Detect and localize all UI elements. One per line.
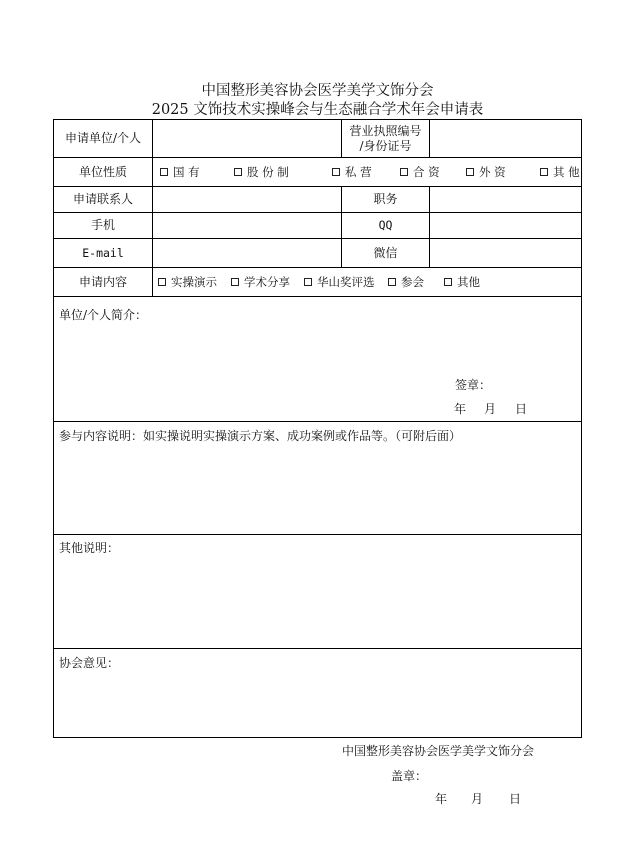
content-option-other[interactable]: 其他 <box>444 275 480 289</box>
checkbox-icon <box>444 278 452 286</box>
checkbox-icon <box>160 168 168 176</box>
checkbox-icon <box>400 168 408 176</box>
nature-option-joint-stock[interactable]: 股 份 制 <box>234 165 289 179</box>
row-divider <box>54 648 581 649</box>
footer-organization: 中国整形美容协会医学美学文饰分会 <box>342 744 535 758</box>
checkbox-icon <box>466 168 474 176</box>
checkbox-icon <box>234 168 242 176</box>
footer-date-month: 月 <box>471 792 484 806</box>
intro-date-day: 日 <box>515 402 528 416</box>
unit-nature-label: 单位性质 <box>78 164 127 179</box>
other-remarks-text-area[interactable] <box>54 560 581 646</box>
row-divider <box>54 534 581 535</box>
association-opinion-label: 协会意见： <box>59 656 120 670</box>
footer-date-day: 日 <box>509 792 522 806</box>
footer-stamp-label: 盖章： <box>391 769 428 783</box>
content-option-attend[interactable]: 参会 <box>388 275 424 289</box>
contact-person-input[interactable] <box>153 187 341 212</box>
checkbox-icon <box>332 168 340 176</box>
nature-option-joint-venture[interactable]: 合 资 <box>400 165 440 179</box>
row-divider <box>54 296 581 297</box>
intro-text-area[interactable] <box>54 322 581 370</box>
wechat-input[interactable] <box>430 239 581 267</box>
checkbox-icon <box>158 278 166 286</box>
nature-option-other[interactable]: 其 他 <box>540 165 580 179</box>
row-divider <box>54 421 581 422</box>
intro-date-month: 月 <box>484 402 497 416</box>
nature-option-private[interactable]: 私 营 <box>332 165 372 179</box>
email-label: E-mail <box>82 245 124 260</box>
license-id-label-line-2: /身份证号 <box>359 138 412 153</box>
mobile-input[interactable] <box>153 213 341 238</box>
applicant-label: 申请单位/个人 <box>64 131 142 145</box>
other-remarks-label: 其他说明： <box>59 541 120 555</box>
nature-option-foreign[interactable]: 外 资 <box>466 165 506 179</box>
content-option-demo[interactable]: 实操演示 <box>158 275 217 289</box>
license-id-label-line-1: 营业执照编号 <box>349 123 422 138</box>
checkbox-icon <box>540 168 548 176</box>
mobile-label: 手机 <box>90 218 115 232</box>
footer-date-year: 年 <box>435 792 448 806</box>
email-input[interactable] <box>153 239 341 267</box>
form-title-line-1: 中国整形美容协会医学美学文饰分会 <box>201 83 434 99</box>
row-divider <box>54 737 581 738</box>
form-title-line-2: 2025 文饰技术实操峰会与生态融合学术年会申请表 <box>151 102 484 118</box>
content-option-academic-sharing[interactable]: 学术分享 <box>231 275 290 289</box>
license-id-input[interactable] <box>430 120 581 157</box>
intro-label: 单位/个人简介： <box>59 308 148 322</box>
position-label: 职务 <box>373 192 398 206</box>
application-form-table <box>53 119 582 738</box>
association-opinion-text-area[interactable] <box>54 674 581 734</box>
checkbox-icon <box>304 278 312 286</box>
intro-date-year: 年 <box>454 402 467 416</box>
content-option-huashan-award[interactable]: 华山奖评选 <box>304 275 375 289</box>
applicant-input[interactable] <box>153 120 341 157</box>
nature-option-state-owned[interactable]: 国 有 <box>160 165 200 179</box>
qq-input[interactable] <box>430 213 581 238</box>
participation-description-label: 参与内容说明：如实操说明实操演示方案、成功案例或作品等。（可附后面） <box>59 429 462 443</box>
contact-person-label: 申请联系人 <box>72 192 133 206</box>
license-id-label <box>342 120 429 157</box>
checkbox-icon <box>388 278 396 286</box>
position-input[interactable] <box>430 187 581 212</box>
intro-sign-label: 签章： <box>455 378 492 392</box>
participation-text-area[interactable] <box>54 448 581 532</box>
checkbox-icon <box>231 278 239 286</box>
qq-label: QQ <box>378 218 393 232</box>
wechat-label: 微信 <box>373 245 398 260</box>
application-content-label: 申请内容 <box>78 274 127 289</box>
